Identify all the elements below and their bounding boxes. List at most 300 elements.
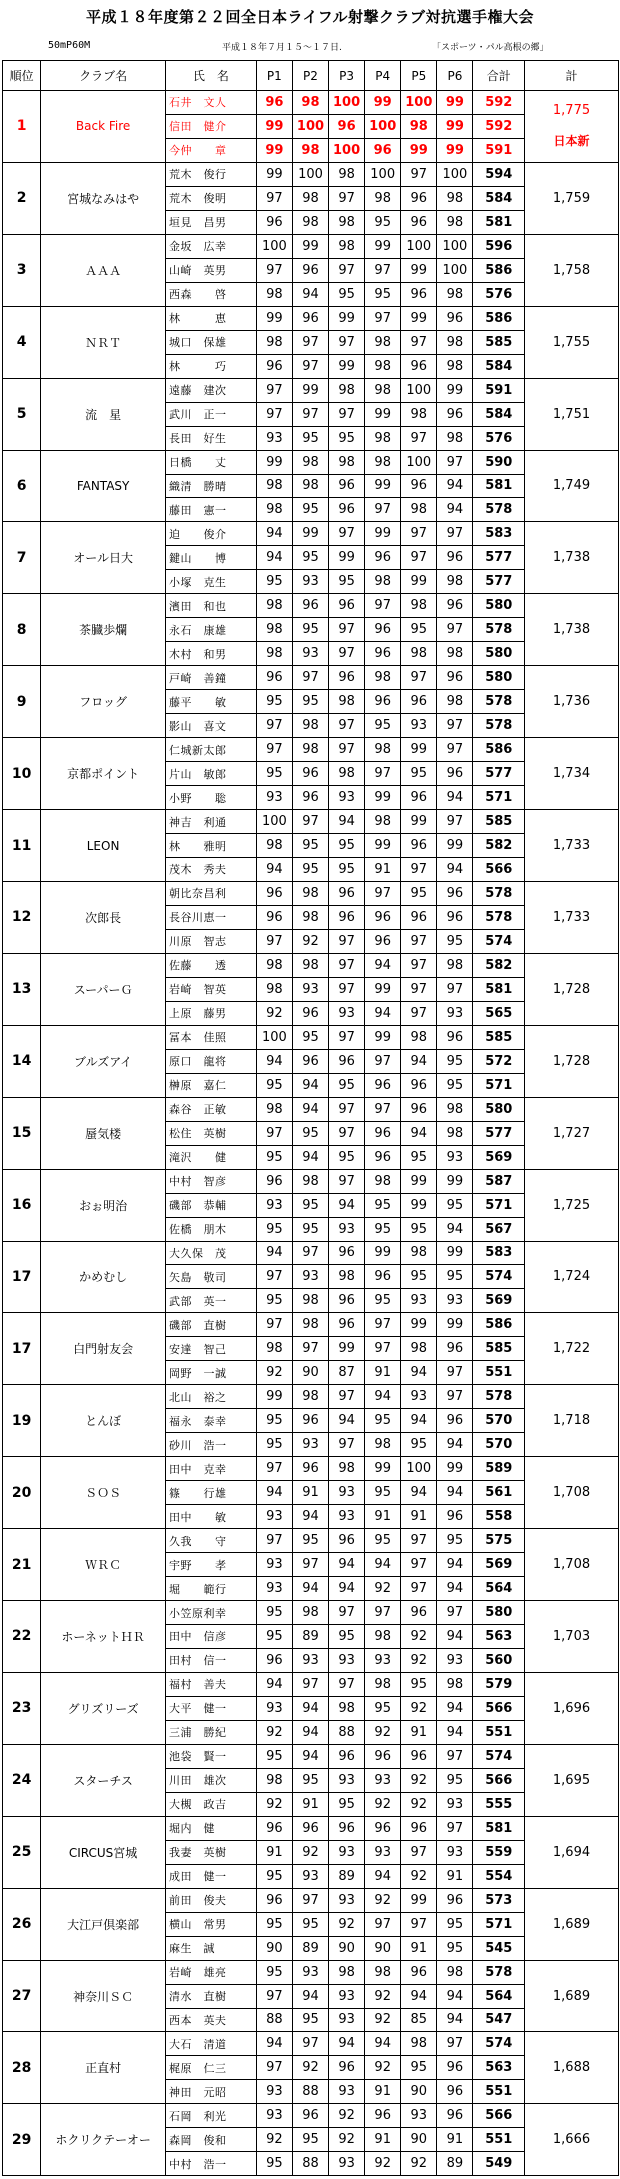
shooter-name: 朝比奈昌利 — [166, 881, 257, 905]
score-p2: 96 — [292, 1409, 328, 1433]
score-p1: 95 — [256, 570, 292, 594]
team-total-cell — [525, 1960, 619, 2032]
score-p6: 94 — [437, 498, 473, 522]
score-p2: 98 — [292, 450, 328, 474]
score-p5: 94 — [401, 1361, 437, 1385]
score-p3: 100 — [329, 138, 365, 162]
shooter-sum: 578 — [473, 1960, 525, 1984]
score-p4: 92 — [365, 2056, 401, 2080]
team-total-cell — [525, 522, 619, 594]
club-name: ブルズアイ — [41, 1025, 166, 1097]
shooter-sum: 577 — [473, 762, 525, 786]
score-p6: 96 — [437, 2104, 473, 2128]
score-p3: 94 — [329, 1193, 365, 1217]
shooter-name: 城口 保雄 — [166, 330, 257, 354]
score-p4: 92 — [365, 1792, 401, 1816]
score-p6: 97 — [437, 450, 473, 474]
score-p1: 96 — [256, 905, 292, 929]
score-p3: 97 — [329, 402, 365, 426]
team-rank: 9 — [3, 666, 41, 738]
team-total-cell — [525, 306, 619, 378]
score-p6: 96 — [437, 1409, 473, 1433]
results-table — [2, 60, 619, 2176]
score-p2: 98 — [292, 714, 328, 738]
team-total-cell — [525, 1025, 619, 1097]
team-rank: 16 — [3, 1169, 41, 1241]
shooter-name: 原口 龍将 — [166, 1049, 257, 1073]
shooter-sum: 571 — [473, 1912, 525, 1936]
shooter-sum: 571 — [473, 1193, 525, 1217]
shooter-name: 中村 智彦 — [166, 1169, 257, 1193]
shooter-sum: 574 — [473, 1265, 525, 1289]
score-p6: 95 — [437, 1193, 473, 1217]
score-p2: 95 — [292, 858, 328, 882]
shooter-name: 前田 俊夫 — [166, 1888, 257, 1912]
shooter-name: 福永 泰幸 — [166, 1409, 257, 1433]
member-row — [3, 738, 619, 762]
score-p2: 94 — [292, 1073, 328, 1097]
score-p2: 94 — [292, 1097, 328, 1121]
score-p1: 97 — [256, 1984, 292, 2008]
team-total-cell — [525, 2032, 619, 2104]
score-p6: 94 — [437, 1577, 473, 1601]
shooter-sum: 565 — [473, 1001, 525, 1025]
shooter-name: 磯部 恭輔 — [166, 1193, 257, 1217]
score-p3: 96 — [329, 1313, 365, 1337]
club-name: 大江戸倶楽部 — [41, 1888, 166, 1960]
score-p4: 95 — [365, 1529, 401, 1553]
shooter-sum: 582 — [473, 834, 525, 858]
team-total: 1,695 — [552, 1772, 591, 1788]
shooter-sum: 566 — [473, 2104, 525, 2128]
team-total: 1,733 — [552, 838, 591, 854]
score-p6: 100 — [437, 162, 473, 186]
score-p3: 94 — [329, 2032, 365, 2056]
club-name: LEON — [41, 810, 166, 882]
header-row — [3, 61, 619, 91]
shooter-sum: 581 — [473, 474, 525, 498]
score-p6: 98 — [437, 690, 473, 714]
score-p2: 94 — [292, 1984, 328, 2008]
team-total: 1,688 — [552, 2060, 591, 2076]
score-p5: 97 — [401, 330, 437, 354]
score-p1: 96 — [256, 666, 292, 690]
shooter-sum: 578 — [473, 618, 525, 642]
score-p5: 96 — [401, 474, 437, 498]
shooter-name: 藤平 敏 — [166, 690, 257, 714]
score-p1: 92 — [256, 2128, 292, 2152]
score-p2: 100 — [292, 162, 328, 186]
score-p4: 91 — [365, 858, 401, 882]
score-p1: 94 — [256, 1481, 292, 1505]
score-p4: 92 — [365, 2152, 401, 2176]
score-p4: 94 — [365, 1385, 401, 1409]
shooter-name: 織清 勝晴 — [166, 474, 257, 498]
shooter-name: 榊原 嘉仁 — [166, 1073, 257, 1097]
shooter-name: 岩崎 智英 — [166, 977, 257, 1001]
score-p1: 94 — [256, 1241, 292, 1265]
shooter-sum: 551 — [473, 2080, 525, 2104]
score-p6: 93 — [437, 1289, 473, 1313]
member-row — [3, 1169, 619, 1193]
score-p6: 96 — [437, 594, 473, 618]
shooter-sum: 567 — [473, 1217, 525, 1241]
shooter-sum: 577 — [473, 546, 525, 570]
club-name: Back Fire — [41, 91, 166, 163]
shooter-sum: 570 — [473, 1433, 525, 1457]
score-p5: 93 — [401, 1289, 437, 1313]
score-p1: 98 — [256, 834, 292, 858]
shooter-name: 林 恵 — [166, 306, 257, 330]
subheader — [0, 34, 620, 60]
score-p1: 98 — [256, 330, 292, 354]
score-p2: 95 — [292, 2128, 328, 2152]
score-p3: 95 — [329, 1073, 365, 1097]
score-p4: 97 — [365, 498, 401, 522]
shooter-name: 堀内 健 — [166, 1816, 257, 1840]
score-p5: 85 — [401, 2008, 437, 2032]
score-p2: 98 — [292, 186, 328, 210]
shooter-name: 遠藤 建次 — [166, 378, 257, 402]
shooter-name: 清水 直樹 — [166, 1984, 257, 2008]
shooter-name: 垣見 昌男 — [166, 210, 257, 234]
score-p2: 94 — [292, 1577, 328, 1601]
score-p1: 97 — [256, 258, 292, 282]
score-p3: 99 — [329, 306, 365, 330]
score-p4: 95 — [365, 1289, 401, 1313]
score-p1: 92 — [256, 1361, 292, 1385]
score-p4: 97 — [365, 1912, 401, 1936]
score-p1: 96 — [256, 91, 292, 115]
score-p1: 98 — [256, 282, 292, 306]
header-total: 計 — [525, 61, 619, 91]
team-rank: 3 — [3, 234, 41, 306]
club-name: グリズリーズ — [41, 1672, 166, 1744]
shooter-sum: 578 — [473, 881, 525, 905]
score-p1: 94 — [256, 858, 292, 882]
score-p1: 94 — [256, 1049, 292, 1073]
score-p4: 94 — [365, 2032, 401, 2056]
score-p1: 98 — [256, 642, 292, 666]
score-p2: 97 — [292, 1241, 328, 1265]
score-p3: 96 — [329, 1289, 365, 1313]
score-p4: 97 — [365, 306, 401, 330]
member-row — [3, 91, 619, 115]
team-total: 1,727 — [552, 1125, 591, 1141]
score-p4: 96 — [365, 1265, 401, 1289]
score-p4: 98 — [365, 378, 401, 402]
shooter-name: 仁城新太郎 — [166, 738, 257, 762]
score-p2: 97 — [292, 402, 328, 426]
score-p2: 90 — [292, 1361, 328, 1385]
score-p6: 100 — [437, 258, 473, 282]
score-p1: 92 — [256, 1720, 292, 1744]
score-p3: 97 — [329, 1025, 365, 1049]
member-row — [3, 810, 619, 834]
score-p6: 94 — [437, 1481, 473, 1505]
shooter-sum: 545 — [473, 1936, 525, 1960]
score-p3: 97 — [329, 714, 365, 738]
score-p5: 97 — [401, 929, 437, 953]
score-p1: 97 — [256, 2056, 292, 2080]
score-p5: 92 — [401, 1696, 437, 1720]
shooter-sum: 585 — [473, 330, 525, 354]
team-total-cell — [525, 1888, 619, 1960]
shooter-sum: 555 — [473, 1792, 525, 1816]
team-total: 1,728 — [552, 981, 591, 997]
shooter-name: 川原 智志 — [166, 929, 257, 953]
shooter-name: 森岡 俊和 — [166, 2128, 257, 2152]
score-p2: 99 — [292, 234, 328, 258]
member-row — [3, 881, 619, 905]
shooter-sum: 559 — [473, 1840, 525, 1864]
score-p3: 95 — [329, 570, 365, 594]
score-p6: 99 — [437, 138, 473, 162]
score-p1: 93 — [256, 1505, 292, 1529]
team-total: 1,703 — [552, 1628, 591, 1644]
score-p3: 96 — [329, 905, 365, 929]
team-total: 1,708 — [552, 1557, 591, 1573]
score-p5: 98 — [401, 642, 437, 666]
score-p2: 97 — [292, 330, 328, 354]
score-p3: 96 — [329, 2056, 365, 2080]
club-name: ＷＲＣ — [41, 1529, 166, 1601]
shooter-sum: 560 — [473, 1648, 525, 1672]
team-total-cell — [525, 234, 619, 306]
score-p5: 99 — [401, 570, 437, 594]
shooter-sum: 566 — [473, 1768, 525, 1792]
score-p6: 94 — [437, 858, 473, 882]
score-p4: 92 — [365, 1888, 401, 1912]
score-p3: 89 — [329, 1864, 365, 1888]
team-total-cell — [525, 1672, 619, 1744]
score-p5: 90 — [401, 2080, 437, 2104]
score-p4: 98 — [365, 1672, 401, 1696]
shooter-sum: 576 — [473, 282, 525, 306]
score-p4: 99 — [365, 522, 401, 546]
score-p1: 99 — [256, 450, 292, 474]
shooter-name: 神吉 利通 — [166, 810, 257, 834]
score-p5: 97 — [401, 522, 437, 546]
score-p5: 99 — [401, 1193, 437, 1217]
score-p4: 98 — [365, 1169, 401, 1193]
club-name: スーパーＧ — [41, 953, 166, 1025]
team-total-cell — [525, 1744, 619, 1816]
score-p6: 97 — [437, 810, 473, 834]
score-p1: 98 — [256, 594, 292, 618]
score-p6: 95 — [437, 1912, 473, 1936]
score-p6: 97 — [437, 1816, 473, 1840]
score-p5: 92 — [401, 1864, 437, 1888]
team-total: 1,689 — [552, 1988, 591, 2004]
score-p4: 97 — [365, 1097, 401, 1121]
score-p4: 98 — [365, 426, 401, 450]
team-total-cell — [525, 1241, 619, 1313]
shooter-name: 田中 信彦 — [166, 1625, 257, 1649]
member-row — [3, 1529, 619, 1553]
score-p2: 97 — [292, 1672, 328, 1696]
score-p4: 94 — [365, 1864, 401, 1888]
score-p1: 95 — [256, 1073, 292, 1097]
score-p3: 96 — [329, 1529, 365, 1553]
score-p2: 91 — [292, 1481, 328, 1505]
score-p6: 89 — [437, 2152, 473, 2176]
score-p5: 96 — [401, 786, 437, 810]
score-p6: 98 — [437, 186, 473, 210]
score-p4: 91 — [365, 1361, 401, 1385]
score-p6: 96 — [437, 881, 473, 905]
team-rank: 17 — [3, 1241, 41, 1313]
score-p1: 96 — [256, 210, 292, 234]
shooter-sum: 586 — [473, 1313, 525, 1337]
score-p1: 98 — [256, 953, 292, 977]
score-p4: 98 — [365, 330, 401, 354]
score-p5: 93 — [401, 1385, 437, 1409]
score-p6: 96 — [437, 905, 473, 929]
score-p3: 99 — [329, 1337, 365, 1361]
score-p3: 93 — [329, 1768, 365, 1792]
score-p4: 93 — [365, 1768, 401, 1792]
score-p1: 95 — [256, 2152, 292, 2176]
score-p3: 95 — [329, 1145, 365, 1169]
score-p5: 98 — [401, 1337, 437, 1361]
score-p6: 96 — [437, 1505, 473, 1529]
shooter-name: 梶原 仁三 — [166, 2056, 257, 2080]
shooter-name: 日橋 丈 — [166, 450, 257, 474]
team-total: 1,758 — [552, 262, 591, 278]
header-p6: P6 — [437, 61, 473, 91]
shooter-sum: 590 — [473, 450, 525, 474]
team-total: 1,718 — [552, 1413, 591, 1429]
score-p1: 97 — [256, 378, 292, 402]
team-rank: 29 — [3, 2104, 41, 2176]
shooter-name: 久我 守 — [166, 1529, 257, 1553]
score-p5: 92 — [401, 1768, 437, 1792]
score-p3: 96 — [329, 1744, 365, 1768]
shooter-name: 迫 俊介 — [166, 522, 257, 546]
shooter-name: 武川 正一 — [166, 402, 257, 426]
score-p3: 97 — [329, 642, 365, 666]
score-p4: 93 — [365, 1840, 401, 1864]
member-row — [3, 2032, 619, 2056]
score-p1: 97 — [256, 1265, 292, 1289]
team-rank: 7 — [3, 522, 41, 594]
score-p6: 97 — [437, 522, 473, 546]
club-name: ホクリクテーオー — [41, 2104, 166, 2176]
score-p3: 96 — [329, 498, 365, 522]
score-p2: 93 — [292, 642, 328, 666]
score-p5: 92 — [401, 1625, 437, 1649]
member-row — [3, 378, 619, 402]
member-row — [3, 1097, 619, 1121]
shooter-name: 濱田 和也 — [166, 594, 257, 618]
score-p6: 98 — [437, 210, 473, 234]
score-p4: 98 — [365, 186, 401, 210]
score-p2: 95 — [292, 834, 328, 858]
shooter-name: 木村 和男 — [166, 642, 257, 666]
score-p3: 96 — [329, 881, 365, 905]
shooter-sum: 571 — [473, 786, 525, 810]
shooter-sum: 591 — [473, 138, 525, 162]
club-name: とんぼ — [41, 1385, 166, 1457]
score-p1: 98 — [256, 1337, 292, 1361]
score-p4: 98 — [365, 354, 401, 378]
score-p4: 97 — [365, 1337, 401, 1361]
team-total: 1,749 — [552, 478, 591, 494]
score-p6: 94 — [437, 1433, 473, 1457]
score-p3: 96 — [329, 114, 365, 138]
score-p6: 99 — [437, 1169, 473, 1193]
score-p4: 98 — [365, 450, 401, 474]
shooter-sum: 577 — [473, 1121, 525, 1145]
score-p2: 93 — [292, 1864, 328, 1888]
score-p4: 90 — [365, 1936, 401, 1960]
score-p5: 96 — [401, 834, 437, 858]
event-date: 平成１８年７月１５～１７日. — [222, 43, 342, 53]
score-p5: 97 — [401, 858, 437, 882]
shooter-name: 中村 浩一 — [166, 2152, 257, 2176]
score-p4: 96 — [365, 905, 401, 929]
club-name: かめむし — [41, 1241, 166, 1313]
team-total: 1,755 — [552, 334, 591, 350]
shooter-sum: 594 — [473, 162, 525, 186]
shooter-name: 鍵山 博 — [166, 546, 257, 570]
club-name: ＡＡＡ — [41, 234, 166, 306]
team-rank: 5 — [3, 378, 41, 450]
score-p2: 96 — [292, 306, 328, 330]
score-p5: 92 — [401, 1792, 437, 1816]
score-p5: 96 — [401, 1816, 437, 1840]
score-p5: 97 — [401, 977, 437, 1001]
member-row — [3, 1888, 619, 1912]
score-p3: 93 — [329, 1217, 365, 1241]
score-p4: 100 — [365, 162, 401, 186]
score-p5: 96 — [401, 1744, 437, 1768]
shooter-name: 福村 善夫 — [166, 1672, 257, 1696]
team-total-cell — [525, 594, 619, 666]
score-p1: 95 — [256, 762, 292, 786]
shooter-sum: 587 — [473, 1169, 525, 1193]
score-p1: 94 — [256, 546, 292, 570]
shooter-sum: 577 — [473, 570, 525, 594]
score-p3: 96 — [329, 1241, 365, 1265]
shooter-sum: 563 — [473, 1625, 525, 1649]
score-p6: 95 — [437, 929, 473, 953]
score-p5: 96 — [401, 1097, 437, 1121]
team-rank: 11 — [3, 810, 41, 882]
score-p6: 97 — [437, 2032, 473, 2056]
team-rank: 12 — [3, 881, 41, 953]
member-row — [3, 234, 619, 258]
score-p4: 97 — [365, 1601, 401, 1625]
score-p5: 97 — [401, 1912, 437, 1936]
score-p1: 98 — [256, 977, 292, 1001]
team-rank: 6 — [3, 450, 41, 522]
club-name: ＳＯＳ — [41, 1457, 166, 1529]
shooter-sum: 561 — [473, 1481, 525, 1505]
score-p3: 93 — [329, 786, 365, 810]
shooter-sum: 549 — [473, 2152, 525, 2176]
score-p2: 88 — [292, 2080, 328, 2104]
score-p5: 99 — [401, 1169, 437, 1193]
team-rank: 1 — [3, 91, 41, 163]
shooter-sum: 596 — [473, 234, 525, 258]
header-p1: P1 — [256, 61, 292, 91]
member-row — [3, 953, 619, 977]
score-p2: 96 — [292, 762, 328, 786]
score-p6: 98 — [437, 953, 473, 977]
score-p4: 96 — [365, 618, 401, 642]
